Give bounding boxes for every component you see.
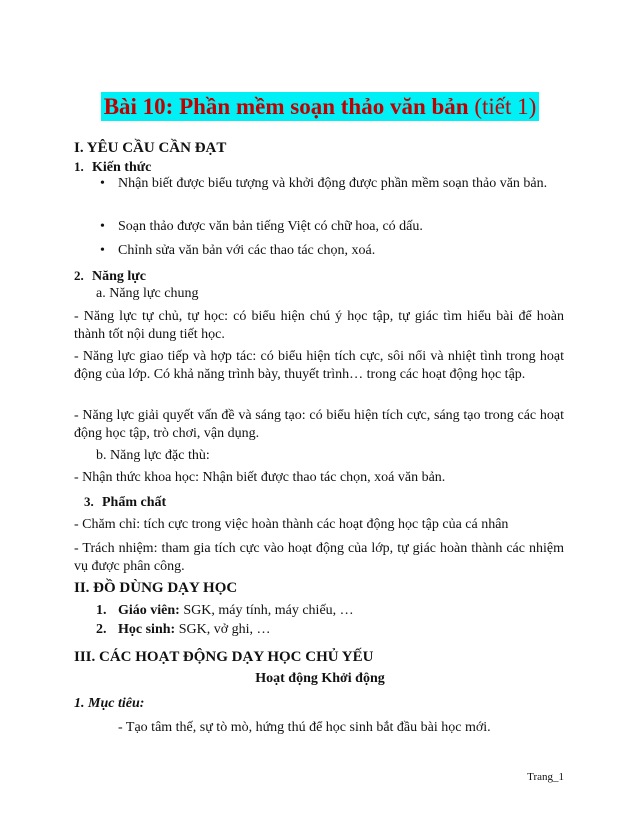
title-suffix: (tiết 1)	[474, 94, 537, 119]
subheading-number: 2.	[74, 268, 84, 283]
paragraph: - Nhận thức khoa học: Nhận biết được thao tác chọn, xoá văn bản.	[74, 470, 446, 485]
subheading-label: Kiến thức	[92, 160, 152, 175]
list-text: SGK, máy tính, máy chiếu, …	[179, 603, 354, 618]
muctieu-heading: 1. Mục tiêu:	[74, 696, 145, 711]
subheading-nangluc	[74, 266, 564, 286]
section2-heading: II. ĐỒ DÙNG DẠY HỌC	[74, 580, 238, 596]
list-text: SGK, vở ghi, …	[175, 622, 271, 637]
nangluc-chung-label: a. Năng lực chung	[96, 286, 199, 301]
list-item-hocsinh	[96, 620, 271, 639]
subheading-phamchat	[74, 492, 564, 512]
list-label: Học sinh:	[118, 622, 176, 637]
title-main: Bài 10: Phần mềm soạn thảo văn bản	[103, 94, 469, 119]
activity-heading: Hoạt động Khởi động	[255, 671, 385, 686]
list-number: 2.	[96, 622, 107, 637]
paragraph: - Chăm chỉ: tích cực trong việc hoàn thành các hoạt động học tập của cá nhân	[74, 517, 509, 532]
subheading-label: Năng lực	[92, 269, 146, 284]
section3-heading: III. CÁC HOẠT ĐỘNG DẠY HỌC CHỦ YẾU	[74, 649, 374, 665]
subheading-number: 3.	[84, 494, 94, 509]
paragraph: - Trách nhiệm: tham gia tích cực vào hoạt động của lớp, tự giác hoàn thành các nhiệm vụ được phân công.	[74, 541, 564, 574]
paragraph: - Năng lực tự chủ, tự học: có biểu hiện chú ý học tập, tự giác tìm hiểu bài để hoàn thành tốt nội dung tiết học.	[74, 309, 564, 342]
list-number: 1.	[96, 603, 107, 618]
paragraph: - Năng lực giải quyết vấn đề và sáng tạo: có biểu hiện tích cực, sáng tạo trong các hoạt động học tập, trò chơi, vận dụng.	[74, 408, 564, 441]
lesson-title	[0, 92, 640, 121]
page-number: Trang_1	[527, 771, 564, 783]
title-highlight	[101, 92, 540, 121]
muctieu-text: - Tạo tâm thế, sự tò mò, hứng thú để học sinh bắt đầu bài học mới.	[118, 720, 491, 735]
list-item-giaovien	[96, 601, 354, 620]
bullet-item: • Nhận biết được biểu tượng và khởi động được phần mềm soạn thảo văn bản.	[118, 174, 558, 194]
section1-heading: I. YÊU CẦU CẦN ĐẠT	[74, 140, 227, 156]
list-label: Giáo viên:	[118, 603, 180, 618]
nangluc-dacthu-label: b. Năng lực đặc thù:	[96, 448, 210, 463]
bullet-item: • Chỉnh sửa văn bản với các thao tác chọn, xoá.	[118, 241, 558, 261]
bullet-item: • Soạn thảo được văn bản tiếng Việt có chữ hoa, có dấu.	[118, 217, 558, 237]
subheading-number: 1.	[74, 159, 84, 174]
paragraph: - Năng lực giao tiếp và hợp tác: có biểu hiện tích cực, sôi nổi và nhiệt tình trong hoạt động của lớp. Có khả năng trình bày, thuyết trình… trong các hoạt động học tập.	[74, 349, 564, 382]
subheading-label: Phẩm chất	[102, 495, 167, 510]
